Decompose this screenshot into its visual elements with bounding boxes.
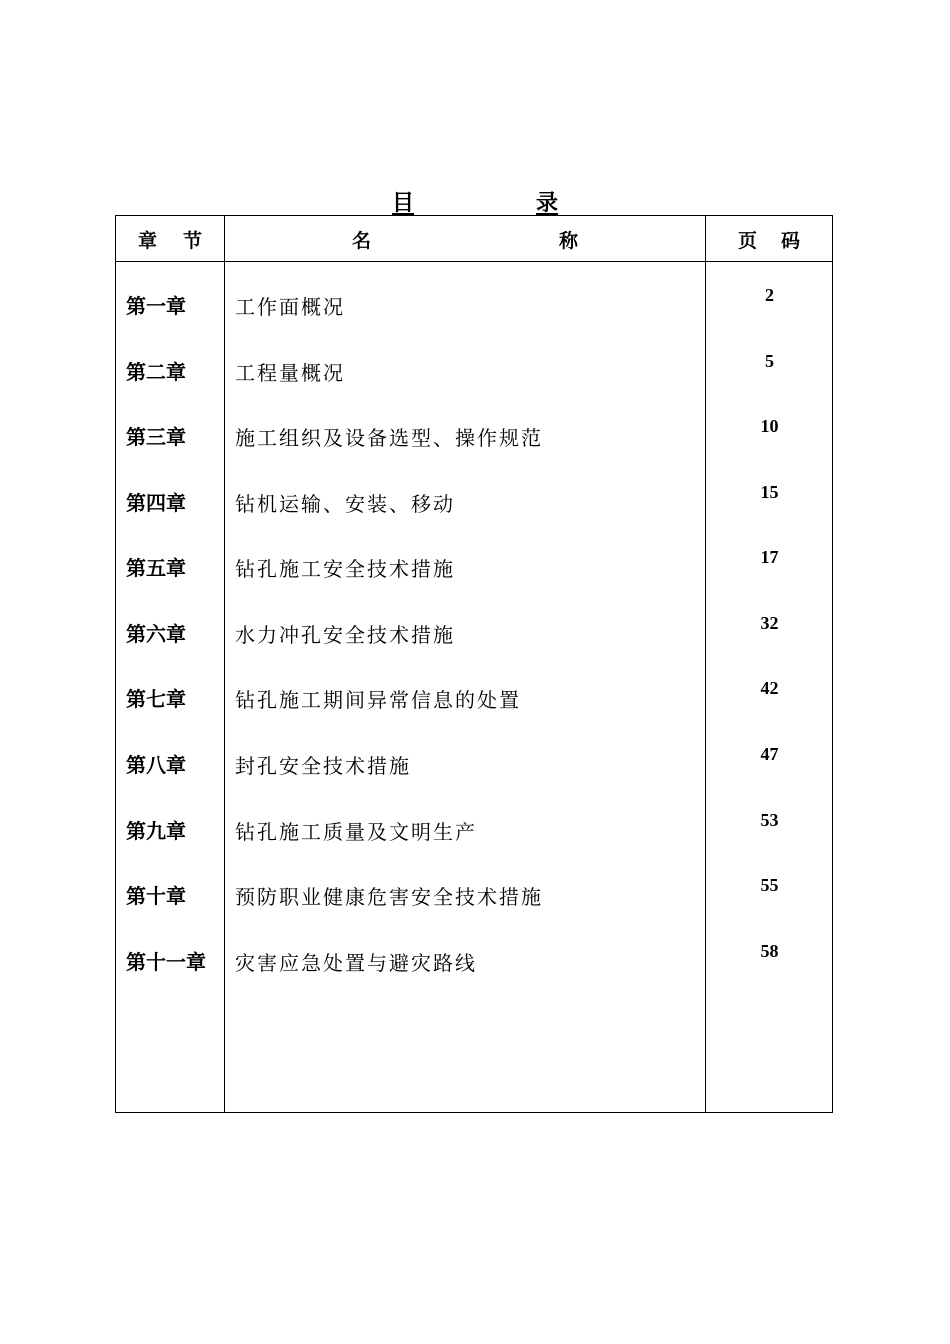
toc-name: 工作面概况 [235,295,345,319]
header-name [352,216,578,262]
toc-page: 32 [760,613,779,633]
toc-name: 钻孔施工质量及文明生产 [235,820,477,844]
toc-page: 15 [760,482,779,502]
toc-page: 55 [760,875,779,895]
header-name-char-1: 名 [352,229,372,252]
header-name-char-2: 称 [558,229,578,252]
toc-chapter: 第五章 [126,556,186,580]
toc-title-char-1: 目 [392,190,415,216]
toc-chapter: 第七章 [126,687,186,711]
toc-page: 2 [765,285,774,305]
toc-page: 53 [760,810,779,830]
toc-name: 预防职业健康危害安全技术措施 [235,885,543,909]
toc-table [115,215,833,1113]
toc-name: 施工组织及设备选型、操作规范 [235,426,543,450]
toc-chapter: 第四章 [126,491,186,515]
header-page-char-2: 码 [781,229,801,252]
toc-chapter: 第三章 [126,425,186,449]
toc-chapter: 第一章 [126,294,186,318]
toc-title [392,186,558,216]
toc-page: 17 [760,547,779,567]
toc-title-char-2: 录 [535,190,558,216]
toc-page: 58 [760,941,779,961]
toc-chapter: 第九章 [126,819,186,843]
header-chapter-char-2: 节 [183,229,203,252]
toc-name: 封孔安全技术措施 [235,754,411,778]
toc-name: 钻孔施工期间异常信息的处置 [235,688,521,712]
toc-page: 42 [760,678,779,698]
toc-row[interactable] [116,941,832,1016]
toc-chapter: 第十章 [126,884,186,908]
toc-page: 47 [760,744,779,764]
toc-name: 水力冲孔安全技术措施 [235,623,455,647]
header-page-char-1: 页 [737,229,757,252]
toc-page: 10 [760,416,779,436]
toc-name: 工程量概况 [235,361,345,385]
header-page [705,216,833,262]
toc-chapter: 第十一章 [126,950,206,974]
toc-name: 钻孔施工安全技术措施 [235,557,455,581]
toc-chapter: 第六章 [126,622,186,646]
toc-page: 5 [765,351,774,371]
toc-name: 钻机运输、安装、移动 [235,492,455,516]
toc-chapter: 第二章 [126,360,186,384]
header-chapter-char-1: 章 [137,229,157,252]
toc-name: 灾害应急处置与避灾路线 [235,951,477,975]
header-chapter [116,216,224,262]
toc-chapter: 第八章 [126,753,186,777]
